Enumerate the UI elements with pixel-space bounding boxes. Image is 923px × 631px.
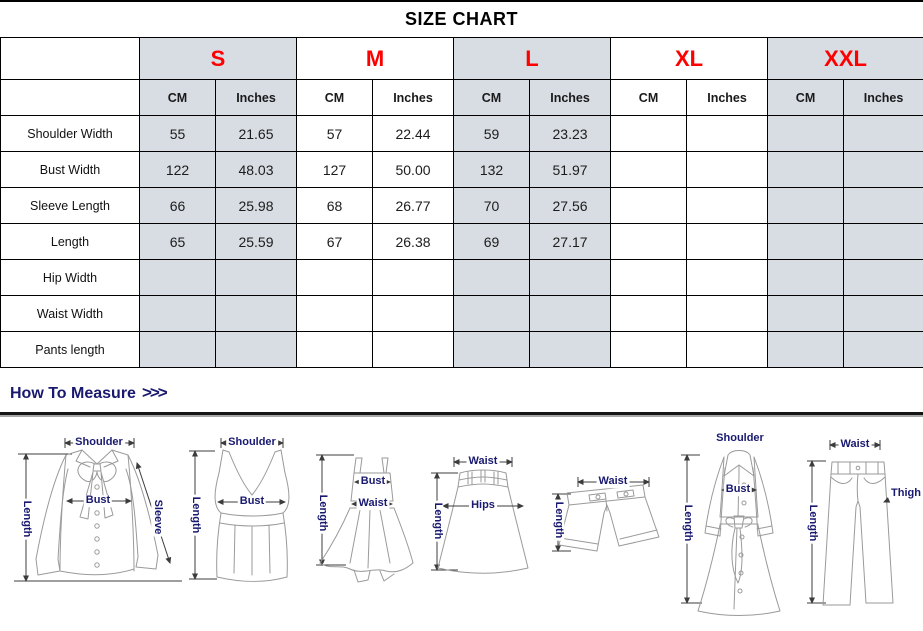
pants-drawing [806, 438, 921, 611]
tank-top-drawing [185, 437, 307, 587]
value-cell [611, 224, 687, 260]
value-cell [768, 224, 844, 260]
value-cell [611, 332, 687, 368]
size-header-xl: XL [611, 38, 768, 80]
pants-outline [823, 462, 893, 605]
skirt-outline [438, 470, 528, 573]
shorts-outline [559, 485, 659, 551]
skirt-drawing [428, 451, 538, 578]
value-cell [844, 296, 923, 332]
label-sleeve: Sleeve [151, 499, 164, 535]
value-cell [768, 260, 844, 296]
label-length: Length [431, 502, 444, 540]
tank-outline [215, 450, 289, 582]
value-cell [140, 332, 216, 368]
unit-header-l-inches: Inches [530, 80, 611, 116]
unit-header-l-cm: CM [454, 80, 530, 116]
value-cell: 68 [297, 188, 373, 224]
value-cell [373, 332, 454, 368]
value-cell: 69 [454, 224, 530, 260]
value-cell [611, 116, 687, 152]
value-cell [687, 188, 768, 224]
value-cell: 27.17 [530, 224, 611, 260]
row-label: Bust Width [1, 152, 140, 188]
chevrons-icon: >>> [141, 383, 166, 402]
label-shoulder: Shoulder [228, 436, 276, 449]
value-cell [687, 152, 768, 188]
measure-heading [10, 381, 923, 405]
row-label: Shoulder Width [1, 116, 140, 152]
value-cell [844, 260, 923, 296]
value-cell [297, 260, 373, 296]
value-cell: 65 [140, 224, 216, 260]
label-length: Length [552, 501, 565, 539]
value-cell: 51.97 [530, 152, 611, 188]
label-waist: Waist [598, 475, 628, 488]
value-cell [373, 260, 454, 296]
value-cell: 59 [454, 116, 530, 152]
label-bust: Bust [360, 475, 386, 488]
value-cell [611, 296, 687, 332]
unit-header-s-cm: CM [140, 80, 216, 116]
value-cell [844, 332, 923, 368]
value-cell: 132 [454, 152, 530, 188]
value-cell: 22.44 [373, 116, 454, 152]
label-thigh: Thigh [891, 487, 921, 500]
corner-cell [1, 38, 140, 80]
value-cell [611, 152, 687, 188]
value-cell: 67 [297, 224, 373, 260]
value-cell: 26.77 [373, 188, 454, 224]
value-cell: 48.03 [216, 152, 297, 188]
row-label: Waist Width [1, 296, 140, 332]
value-cell [454, 260, 530, 296]
size-header-l: L [454, 38, 611, 80]
value-cell: 27.56 [530, 188, 611, 224]
value-cell [687, 224, 768, 260]
value-cell [530, 296, 611, 332]
page-title: SIZE CHART [405, 9, 518, 29]
value-cell [844, 224, 923, 260]
value-cell: 66 [140, 188, 216, 224]
unit-header-s-inches: Inches [216, 80, 297, 116]
value-cell [454, 332, 530, 368]
value-cell: 55 [140, 116, 216, 152]
value-cell [687, 296, 768, 332]
size-header-s: S [140, 38, 297, 80]
label-length: Length [316, 494, 329, 532]
value-cell: 25.59 [216, 224, 297, 260]
value-cell [844, 188, 923, 224]
label-bust: Bust [725, 483, 751, 496]
value-cell: 26.38 [373, 224, 454, 260]
value-cell [216, 332, 297, 368]
label-shoulder: Shoulder [716, 432, 764, 445]
measure-heading-text: How To Measure [10, 385, 136, 402]
value-cell [216, 260, 297, 296]
value-cell [687, 332, 768, 368]
table-row [1, 260, 923, 296]
figure-dress [308, 451, 418, 586]
table-row [1, 332, 923, 368]
value-cell [611, 188, 687, 224]
label-length: Length [681, 504, 694, 542]
row-label: Hip Width [1, 260, 140, 296]
value-cell: 21.65 [216, 116, 297, 152]
table-row [1, 116, 923, 152]
value-cell [611, 260, 687, 296]
unit-header-xxl-cm: CM [768, 80, 844, 116]
figure-skirt [428, 451, 538, 578]
figure-pants [806, 438, 921, 611]
value-cell [844, 152, 923, 188]
value-cell [768, 116, 844, 152]
label-waist: Waist [468, 455, 498, 468]
value-cell [454, 296, 530, 332]
label-hips: Hips [471, 499, 495, 512]
coat-drawing [680, 431, 798, 619]
value-cell: 127 [297, 152, 373, 188]
value-cell [768, 332, 844, 368]
label-bust: Bust [85, 494, 111, 507]
value-cell: 70 [454, 188, 530, 224]
figure-long-sleeve-blouse [10, 437, 188, 589]
unit-header-m-inches: Inches [373, 80, 454, 116]
size-header-m: M [297, 38, 454, 80]
unit-header-xl-inches: Inches [687, 80, 768, 116]
table-row [1, 224, 923, 260]
value-cell: 57 [297, 116, 373, 152]
label-waist: Waist [840, 438, 870, 451]
value-cell: 122 [140, 152, 216, 188]
figure-tank-top [185, 437, 307, 587]
value-cell [768, 296, 844, 332]
value-cell [297, 296, 373, 332]
table-body [1, 116, 923, 368]
label-length: Length [189, 496, 202, 534]
figure-coat [680, 431, 798, 619]
unit-header-xxl-inches: Inches [844, 80, 923, 116]
value-cell: 50.00 [373, 152, 454, 188]
value-cell [687, 260, 768, 296]
label-shoulder: Shoulder [75, 436, 123, 449]
value-cell: 25.98 [216, 188, 297, 224]
table-row [1, 296, 923, 332]
value-cell [844, 116, 923, 152]
label-length: Length [806, 504, 819, 542]
value-cell: 23.23 [530, 116, 611, 152]
value-cell [768, 152, 844, 188]
value-cell [530, 332, 611, 368]
size-header-xxl: XXL [768, 38, 923, 80]
size-chart-table [0, 37, 923, 368]
value-cell [768, 188, 844, 224]
unit-corner-cell [1, 80, 140, 116]
value-cell [687, 116, 768, 152]
unit-header-m-cm: CM [297, 80, 373, 116]
value-cell [216, 296, 297, 332]
value-cell [530, 260, 611, 296]
unit-header-xl-cm: CM [611, 80, 687, 116]
label-bust: Bust [239, 495, 265, 508]
label-waist: Waist [358, 497, 388, 510]
value-cell [140, 260, 216, 296]
measure-figures-strip [0, 417, 923, 626]
figure-shorts [545, 447, 667, 562]
table-row [1, 188, 923, 224]
row-label: Length [1, 224, 140, 260]
row-label: Pants length [1, 332, 140, 368]
value-cell [373, 296, 454, 332]
table-header [1, 38, 923, 116]
value-cell [140, 296, 216, 332]
row-label: Sleeve Length [1, 188, 140, 224]
value-cell [297, 332, 373, 368]
table-row [1, 152, 923, 188]
label-length: Length [20, 500, 33, 538]
coat-outline [698, 451, 780, 616]
